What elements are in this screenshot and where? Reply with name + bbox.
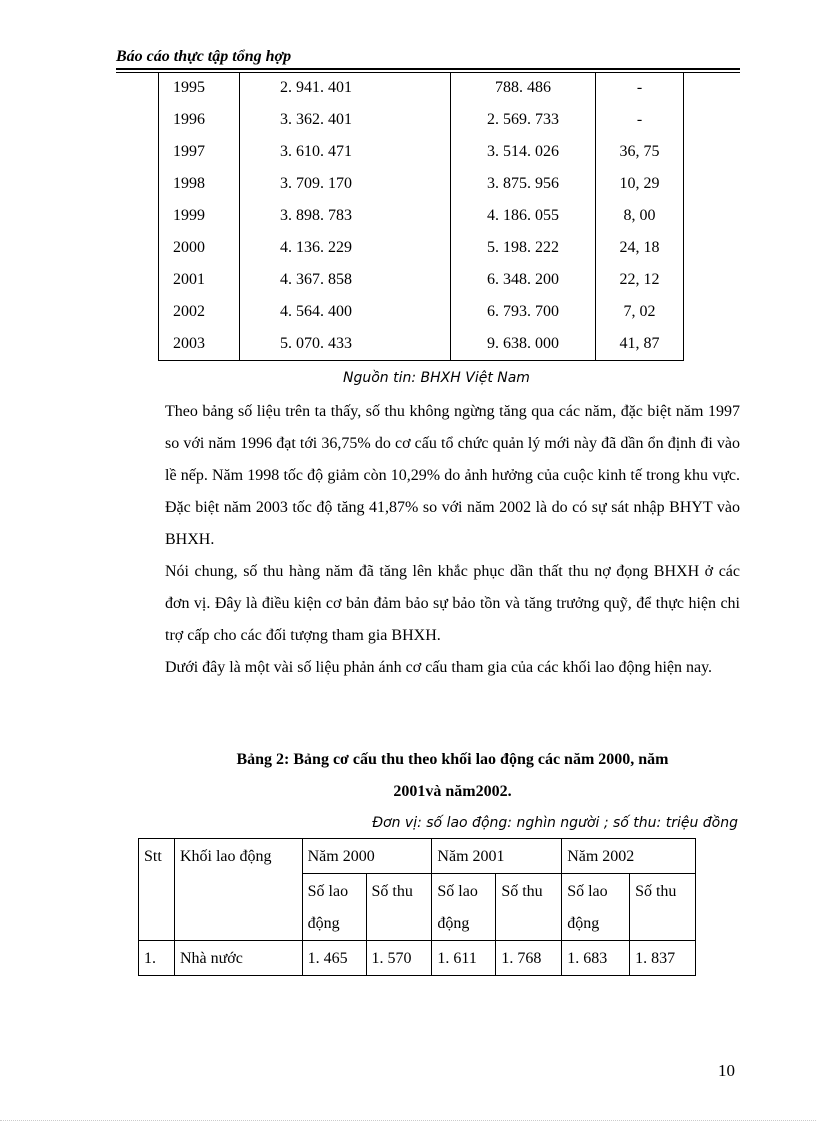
cell: 3. 898. 783 xyxy=(240,200,451,232)
cell: 788. 486 xyxy=(451,72,596,104)
page-number: 10 xyxy=(718,1061,735,1080)
cell: 3. 514. 026 xyxy=(451,136,596,168)
cell: 2. 569. 733 xyxy=(451,104,596,136)
bottom-border xyxy=(0,1120,816,1121)
cell: 3. 610. 471 xyxy=(240,136,451,168)
cell: 1. 611 xyxy=(432,941,496,976)
cell: 4. 564. 400 xyxy=(240,296,451,328)
growth-cell: 7, 02 xyxy=(596,296,684,328)
table-row xyxy=(159,328,684,361)
cell: 2. 941. 401 xyxy=(240,72,451,104)
cell: 4. 136. 229 xyxy=(240,232,451,264)
labor-structure-table xyxy=(138,838,696,976)
year-cell: 2001 xyxy=(159,264,240,296)
so-lao-dong-header: Số lao động xyxy=(302,874,366,941)
cell: 9. 638. 000 xyxy=(451,328,596,361)
year-header: Năm 2000 xyxy=(302,839,432,874)
cell: 1. 683 xyxy=(562,941,630,976)
cell: 3. 362. 401 xyxy=(240,104,451,136)
so-thu-header: Số thu xyxy=(496,874,562,941)
growth-cell: - xyxy=(596,72,684,104)
paragraph: Theo bảng số liệu trên ta thấy, số thu không ngừng tăng qua các năm, đặc biệt năm 1997 so với năm 1996 đạt tới 36,75% do cơ cấu tổ chức quản lý mới này đã dần ổn định đi vào lề nếp. Năm 1998 tốc độ giảm còn 10,29% do ảnh hưởng của cuộc kinh tế trong khu vực. Đặc biệt năm 2003 tốc độ tăng 41,87% so với năm 2002 là do có sự sát nhập BHYT vào BHXH. xyxy=(165,403,740,548)
growth-cell: - xyxy=(596,104,684,136)
year-cell: 1999 xyxy=(159,200,240,232)
cell: 1. 570 xyxy=(366,941,432,976)
year-cell: 2000 xyxy=(159,232,240,264)
table-header-row xyxy=(139,839,696,874)
khoi-cell: Nhà nước xyxy=(174,941,302,976)
year-cell: 1997 xyxy=(159,136,240,168)
revenue-table xyxy=(158,72,684,361)
year-cell: 1996 xyxy=(159,104,240,136)
caption-line: 2001và năm2002. xyxy=(393,783,512,800)
cell: 1. 768 xyxy=(496,941,562,976)
table-row xyxy=(159,296,684,328)
so-thu-header: Số thu xyxy=(630,874,696,941)
cell: 1. 465 xyxy=(302,941,366,976)
cell: 6. 348. 200 xyxy=(451,264,596,296)
cell: 3. 875. 956 xyxy=(451,168,596,200)
page-header xyxy=(116,48,740,72)
table-row xyxy=(159,168,684,200)
so-lao-dong-header: Số lao động xyxy=(432,874,496,941)
table-row xyxy=(159,136,684,168)
so-lao-dong-header: Số lao động xyxy=(562,874,630,941)
table-source: Nguồn tin: BHXH Việt Nam xyxy=(343,370,530,386)
year-cell: 2003 xyxy=(159,328,240,361)
cell: 4. 186. 055 xyxy=(451,200,596,232)
growth-cell: 10, 29 xyxy=(596,168,684,200)
khoi-header: Khối lao động xyxy=(174,839,302,941)
table-row xyxy=(159,232,684,264)
year-cell: 1998 xyxy=(159,168,240,200)
growth-cell: 8, 00 xyxy=(596,200,684,232)
year-cell: 1995 xyxy=(159,72,240,104)
so-thu-header: Số thu xyxy=(366,874,432,941)
growth-cell: 41, 87 xyxy=(596,328,684,361)
year-header: Năm 2001 xyxy=(432,839,562,874)
year-header: Năm 2002 xyxy=(562,839,696,874)
cell: 3. 709. 170 xyxy=(240,168,451,200)
cell: 5. 070. 433 xyxy=(240,328,451,361)
cell: 1. 837 xyxy=(630,941,696,976)
cell: 6. 793. 700 xyxy=(451,296,596,328)
table-caption xyxy=(165,744,740,808)
table-row xyxy=(159,200,684,232)
table-row xyxy=(139,941,696,976)
paragraph: Dưới đây là một vài số liệu phản ánh cơ cấu tham gia của các khối lao động hiện nay. xyxy=(165,659,713,676)
header-rule-thick xyxy=(116,68,740,70)
stt-header: Stt xyxy=(139,839,175,941)
year-cell: 2002 xyxy=(159,296,240,328)
paragraph: Nói chung, số thu hàng năm đã tăng lên khắc phục dần thất thu nợ đọng BHXH ở các đơn vị. Đây là điều kiện cơ bản đảm bảo sự bảo tồn và tăng trưởng quỹ, để thực hiện chi trợ cấp cho các đối tượng tham gia BHXH. xyxy=(165,563,740,644)
table-row xyxy=(159,104,684,136)
cell: 4. 367. 858 xyxy=(240,264,451,296)
table-row xyxy=(159,72,684,104)
header-title: Báo cáo thực tập tổng hợp xyxy=(116,48,292,65)
caption-line: Bảng 2: Bảng cơ cấu thu theo khối lao động các năm 2000, năm xyxy=(236,751,669,768)
stt-cell: 1. xyxy=(139,941,175,976)
growth-cell: 36, 75 xyxy=(596,136,684,168)
cell: 5. 198. 222 xyxy=(451,232,596,264)
table-row xyxy=(159,264,684,296)
growth-cell: 24, 18 xyxy=(596,232,684,264)
unit-note: Đơn vị: số lao động: nghìn người ; số thu: triệu đồng xyxy=(372,815,738,831)
growth-cell: 22, 12 xyxy=(596,264,684,296)
